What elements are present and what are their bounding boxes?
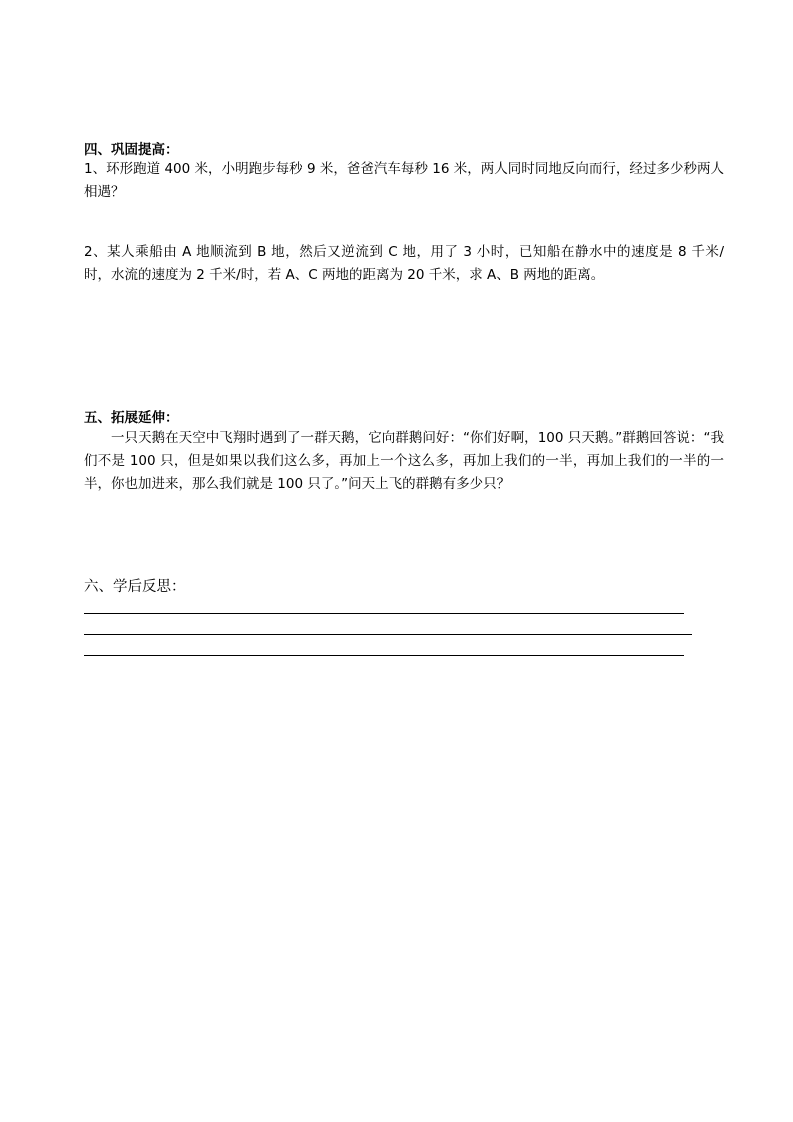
question-1: 1、环形跑道 400 米，小明跑步每秒 9 米，爸爸汽车每秒 16 米，两人同时同地反向而行，经过多少秒两人相遇？ xyxy=(84,161,724,200)
reflection-line xyxy=(84,655,684,656)
reflection-line xyxy=(84,613,684,614)
section-4-heading: 四、巩固提高： xyxy=(84,142,179,158)
extension-problem: 一只天鹅在天空中飞翔时遇到了一群天鹅，它向群鹅问好：“你们好啊，100 只天鹅。”群鹅回答说：“我们不是 100 只，但是如果以我们这么多，再加上一个这么多，再加上我们的一半，再加上我们的一半的一半，你也加进来，那么我们就是 100 只了。”问天上飞的群鹅有多少只？ xyxy=(84,430,724,492)
section-5-heading: 五、拓展延伸： xyxy=(84,410,179,426)
reflection-line xyxy=(84,634,692,635)
section-6-heading: 六、学后反思： xyxy=(84,579,186,595)
question-2: 2、某人乘船由 A 地顺流到 B 地，然后又逆流到 C 地，用了 3 小时，已知船在静水中的速度是 8 千米/时，水流的速度为 2 千米/时，若 A、C 两地的距离为 20 千米，求 A、B 两地的距离。 xyxy=(84,244,724,283)
